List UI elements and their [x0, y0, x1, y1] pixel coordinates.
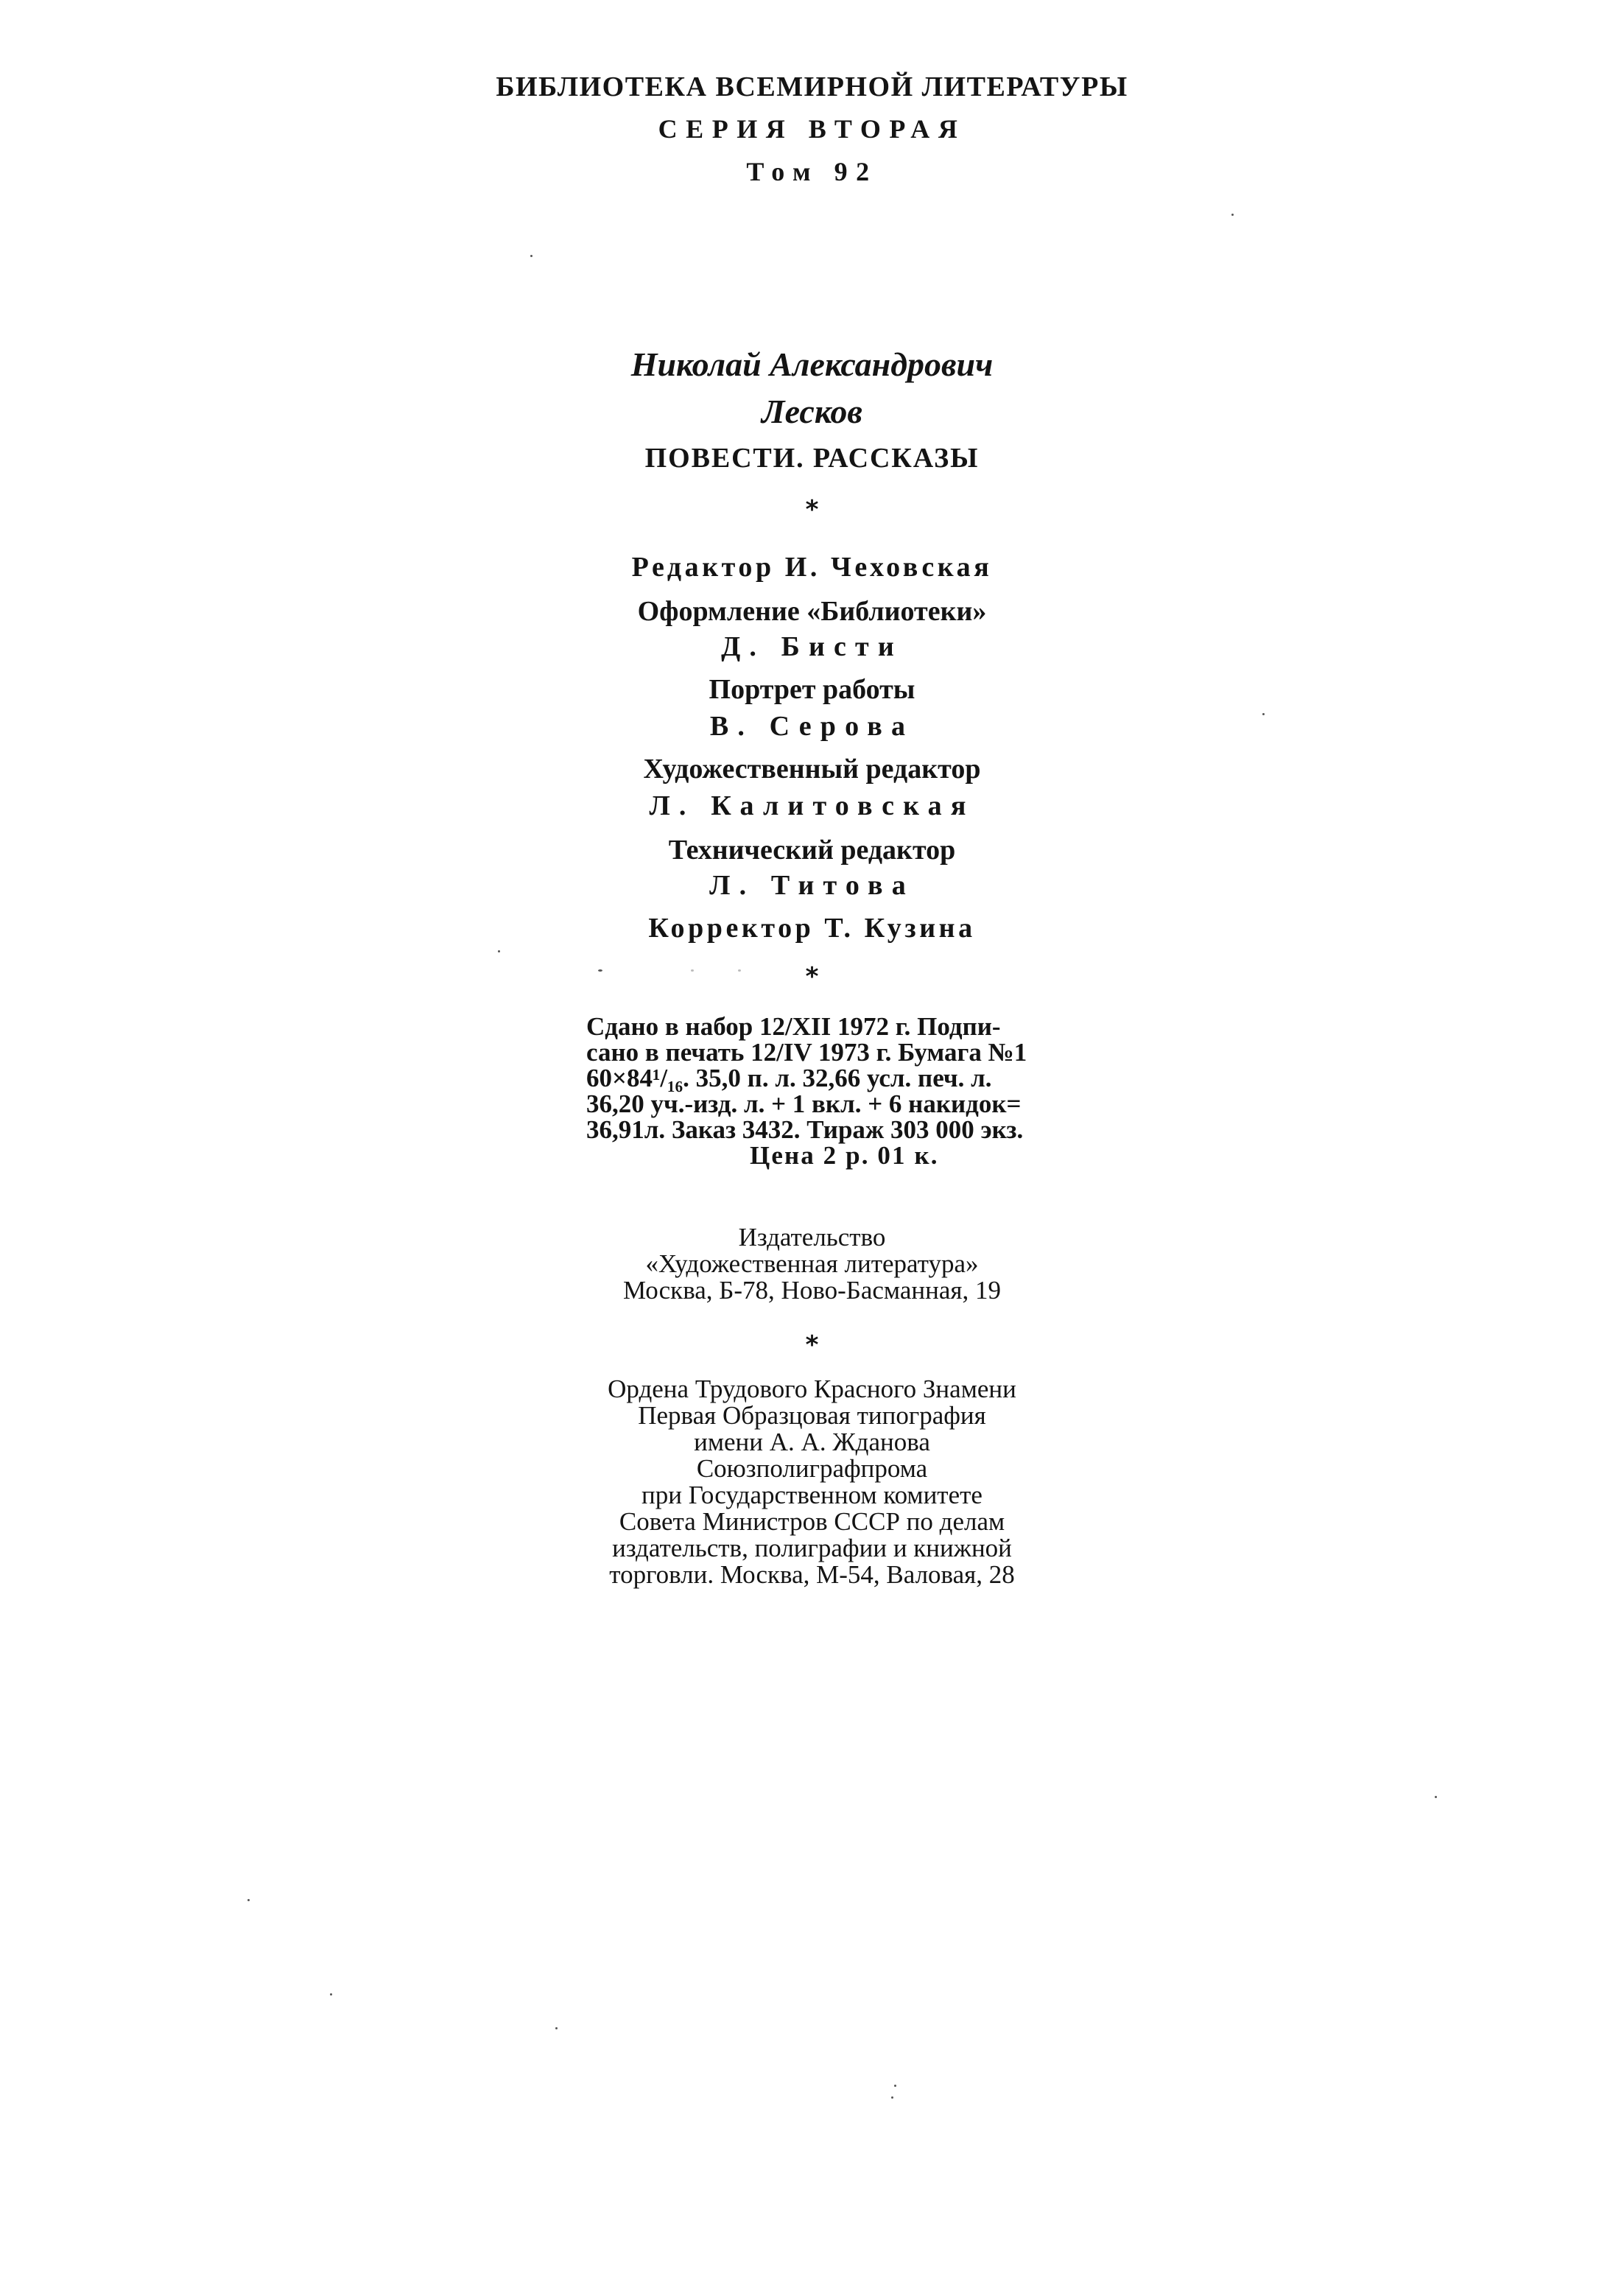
- imprint-price: Цена 2 р. 01 к.: [750, 1141, 939, 1170]
- scan-speck: [598, 969, 602, 972]
- portrait-role: Портрет работы: [709, 674, 915, 705]
- book-title: ПОВЕСТИ. РАССКАЗЫ: [644, 443, 980, 474]
- art-editor-role: Художественный редактор: [643, 754, 981, 785]
- tech-editor-name: Л. Титова: [709, 870, 915, 901]
- series-label: СЕРИЯ ВТОРАЯ: [658, 114, 966, 144]
- scan-speck: [330, 1993, 332, 1996]
- imprint-line: 36,20 уч.-изд. л. + 1 вкл. + 6 накидок=: [586, 1089, 1022, 1118]
- portrait-name: В. Серова: [709, 711, 915, 742]
- tech-editor-role: Технический редактор: [668, 835, 956, 866]
- design-role: Оформление «Библиотеки»: [637, 596, 987, 627]
- printer-line: Первая Образцовая типография: [638, 1401, 986, 1430]
- art-editor-name: Л. Калитовская: [649, 790, 975, 821]
- scan-speck: [894, 2085, 896, 2087]
- volume-number: Том 92: [746, 157, 878, 186]
- proofreader-credit: Корректор Т. Кузина: [648, 913, 976, 944]
- printer-line: торговли. Москва, М-54, Валовая, 28: [609, 1560, 1015, 1589]
- scan-speck: [691, 969, 694, 972]
- design-name: Д. Бисти: [721, 631, 903, 662]
- separator-star: *: [805, 1330, 819, 1360]
- scan-speck: [738, 969, 741, 972]
- printer-line: Союзполиграфпрома: [696, 1454, 928, 1483]
- editor-credit: Редактор И. Чеховская: [631, 552, 993, 583]
- scan-speck: [1262, 713, 1265, 715]
- author-first-name: Николай Александрович: [630, 345, 994, 383]
- scan-speck: [498, 950, 500, 952]
- publisher-name: «Художественная литература»: [645, 1249, 979, 1278]
- imprint-line: Сдано в набор 12/XII 1972 г. Подпи-: [586, 1012, 1001, 1041]
- scan-speck: [891, 2096, 893, 2099]
- author-last-name: Лесков: [762, 393, 862, 430]
- scan-speck: [247, 1899, 250, 1901]
- publisher-label: Издательство: [738, 1223, 886, 1252]
- imprint-block: [586, 1014, 1198, 1168]
- printer-line: Ордена Трудового Красного Знамени: [608, 1375, 1016, 1403]
- imprint-line: сано в печать 12/IV 1973 г. Бумага №1: [586, 1038, 1027, 1067]
- printer-line: при Государственном комитете: [641, 1481, 983, 1509]
- printer-line: имени А. А. Жданова: [694, 1428, 930, 1456]
- scan-speck: [1231, 214, 1234, 216]
- separator-star: *: [805, 962, 819, 991]
- printer-line: Совета Министров СССР по делам: [619, 1507, 1005, 1536]
- separator-star: *: [805, 495, 819, 524]
- imprint-line: 60×84¹/₁₆. 35,0 п. л. 32,66 усл. печ. л.: [586, 1064, 992, 1092]
- printer-line: издательств, полиграфии и книжной: [612, 1534, 1012, 1562]
- scan-speck: [555, 2027, 558, 2029]
- publisher-address: Москва, Б-78, Ново-Басманная, 19: [623, 1276, 1001, 1305]
- scan-speck: [1435, 1796, 1437, 1798]
- scan-speck: [530, 255, 532, 257]
- imprint-line: 36,91л. Заказ 3432. Тираж 303 000 экз.: [586, 1115, 1024, 1144]
- library-name: БИБЛИОТЕКА ВСЕМИРНОЙ ЛИТЕРАТУРЫ: [496, 71, 1128, 102]
